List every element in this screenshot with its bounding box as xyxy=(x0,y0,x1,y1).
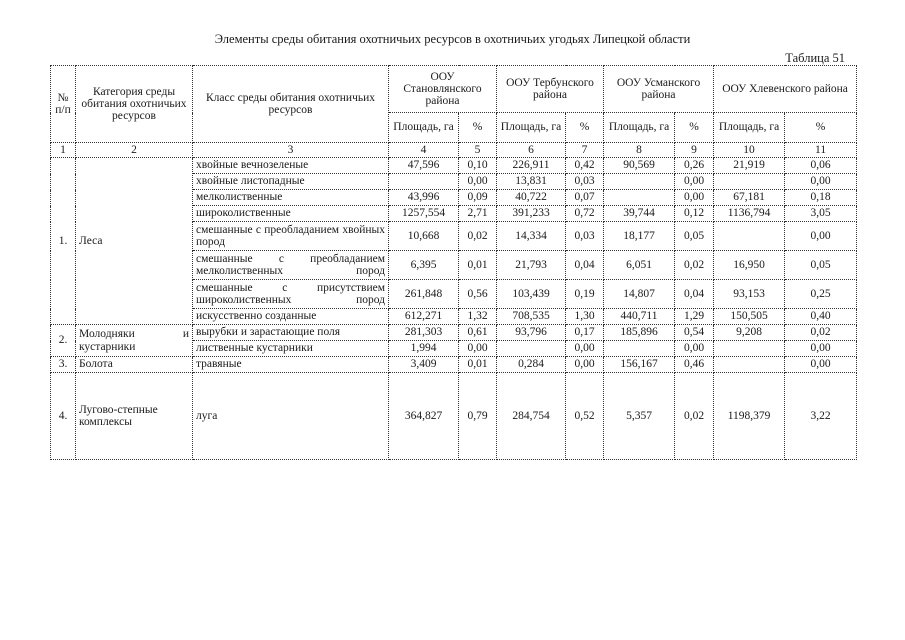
pct-cell: 1,30 xyxy=(566,309,604,325)
area-cell: 281,303 xyxy=(389,325,459,341)
area-cell: 391,233 xyxy=(497,206,566,222)
pct-cell: 0,72 xyxy=(566,206,604,222)
pct-cell: 0,40 xyxy=(785,309,857,325)
pct-cell: 0,56 xyxy=(459,280,497,309)
table-row xyxy=(51,325,857,341)
pct-cell: 0,09 xyxy=(459,190,497,206)
pct-cell: 3,22 xyxy=(785,373,857,460)
header-area: Площадь, га xyxy=(497,113,566,143)
class-cell: хвойные вечнозеленые xyxy=(193,158,389,174)
class-cell: хвойные листопадные xyxy=(193,174,389,190)
habitat-table xyxy=(50,65,857,460)
category-name: Лугово-степные комплексы xyxy=(76,373,193,460)
area-cell: 156,167 xyxy=(604,357,675,373)
pct-cell: 0,52 xyxy=(566,373,604,460)
pct-cell: 0,00 xyxy=(459,174,497,190)
area-cell: 21,793 xyxy=(497,251,566,280)
class-cell: искусственно созданные xyxy=(193,309,389,325)
pct-cell: 0,00 xyxy=(785,174,857,190)
area-cell xyxy=(714,341,785,357)
header-group-khlevensky: ООУ Хлевенского района xyxy=(714,66,857,113)
category-name: Леса xyxy=(76,158,193,325)
pct-cell: 0,18 xyxy=(785,190,857,206)
area-cell: 93,153 xyxy=(714,280,785,309)
area-cell: 1136,794 xyxy=(714,206,785,222)
pct-cell: 0,54 xyxy=(675,325,714,341)
pct-cell: 0,00 xyxy=(675,190,714,206)
pct-cell: 0,00 xyxy=(566,357,604,373)
header-pct: % xyxy=(459,113,497,143)
category-num: 4. xyxy=(51,373,76,460)
pct-cell: 0,06 xyxy=(785,158,857,174)
area-cell: 261,848 xyxy=(389,280,459,309)
class-cell: смешанные с преобладанием мелколиственных пород xyxy=(193,251,389,280)
header-group-stanovlyansky: ООУ Становлянского района xyxy=(389,66,497,113)
header-group-usmansky: ООУ Усманского района xyxy=(604,66,714,113)
area-cell: 612,271 xyxy=(389,309,459,325)
class-cell: мелколиственные xyxy=(193,190,389,206)
category-num: 3. xyxy=(51,357,76,373)
index-cell: 1 xyxy=(51,143,76,158)
area-cell: 16,950 xyxy=(714,251,785,280)
area-cell: 185,896 xyxy=(604,325,675,341)
table-label: Таблица 51 xyxy=(785,51,845,65)
pct-cell: 0,00 xyxy=(785,357,857,373)
area-cell: 47,596 xyxy=(389,158,459,174)
area-cell xyxy=(604,341,675,357)
class-cell: смешанные с присутствием широколиственных пород xyxy=(193,280,389,309)
area-cell: 708,535 xyxy=(497,309,566,325)
pct-cell: 0,00 xyxy=(675,174,714,190)
pct-cell: 1,29 xyxy=(675,309,714,325)
area-cell: 67,181 xyxy=(714,190,785,206)
index-cell: 9 xyxy=(675,143,714,158)
pct-cell: 0,00 xyxy=(785,341,857,357)
index-cell: 8 xyxy=(604,143,675,158)
class-cell: лиственные кустарники xyxy=(193,341,389,357)
area-cell: 21,919 xyxy=(714,158,785,174)
header-group-terbunsky: ООУ Тербунского района xyxy=(497,66,604,113)
pct-cell: 0,04 xyxy=(675,280,714,309)
index-cell: 10 xyxy=(714,143,785,158)
class-cell: вырубки и зарастающие поля xyxy=(193,325,389,341)
area-cell: 440,711 xyxy=(604,309,675,325)
table-row xyxy=(51,373,857,460)
pct-cell: 2,71 xyxy=(459,206,497,222)
pct-cell: 3,05 xyxy=(785,206,857,222)
area-cell: 0,284 xyxy=(497,357,566,373)
category-num: 2. xyxy=(51,325,76,357)
pct-cell: 0,01 xyxy=(459,251,497,280)
index-cell: 7 xyxy=(566,143,604,158)
area-cell xyxy=(714,222,785,251)
header-class: Класс среды обитания охотничьих ресурсов xyxy=(193,66,389,143)
pct-cell: 0,03 xyxy=(566,222,604,251)
area-cell: 103,439 xyxy=(497,280,566,309)
area-cell: 93,796 xyxy=(497,325,566,341)
class-cell: луга xyxy=(193,373,389,460)
area-cell xyxy=(714,357,785,373)
pct-cell: 0,00 xyxy=(675,341,714,357)
document-title: Элементы среды обитания охотничьих ресурсов в охотничьих угодьях Липецкой области xyxy=(214,32,691,46)
area-cell xyxy=(714,174,785,190)
pct-cell: 0,61 xyxy=(459,325,497,341)
index-cell: 5 xyxy=(459,143,497,158)
area-cell: 150,505 xyxy=(714,309,785,325)
pct-cell: 0,02 xyxy=(459,222,497,251)
index-cell: 11 xyxy=(785,143,857,158)
area-cell: 10,668 xyxy=(389,222,459,251)
category-name: Болота xyxy=(76,357,193,373)
class-cell: травяные xyxy=(193,357,389,373)
pct-cell: 0,04 xyxy=(566,251,604,280)
pct-cell: 0,02 xyxy=(785,325,857,341)
area-cell: 3,409 xyxy=(389,357,459,373)
category-name: Молодняки и кустарники xyxy=(76,325,193,357)
pct-cell: 0,12 xyxy=(675,206,714,222)
header-area: Площадь, га xyxy=(389,113,459,143)
header-pct: % xyxy=(785,113,857,143)
pct-cell: 0,03 xyxy=(566,174,604,190)
area-cell: 14,334 xyxy=(497,222,566,251)
index-cell: 6 xyxy=(497,143,566,158)
pct-cell: 1,32 xyxy=(459,309,497,325)
pct-cell: 0,10 xyxy=(459,158,497,174)
class-cell: смешанные с преобладанием хвойных пород xyxy=(193,222,389,251)
pct-cell: 0,07 xyxy=(566,190,604,206)
header-pct: % xyxy=(566,113,604,143)
area-cell xyxy=(604,190,675,206)
pct-cell: 0,00 xyxy=(566,341,604,357)
pct-cell: 0,02 xyxy=(675,373,714,460)
area-cell: 1,994 xyxy=(389,341,459,357)
pct-cell: 0,42 xyxy=(566,158,604,174)
area-cell: 1257,554 xyxy=(389,206,459,222)
pct-cell: 0,00 xyxy=(785,222,857,251)
pct-cell: 0,05 xyxy=(785,251,857,280)
area-cell: 364,827 xyxy=(389,373,459,460)
area-cell: 284,754 xyxy=(497,373,566,460)
pct-cell: 0,00 xyxy=(459,341,497,357)
area-cell: 13,831 xyxy=(497,174,566,190)
area-cell: 6,051 xyxy=(604,251,675,280)
index-cell: 2 xyxy=(76,143,193,158)
header-area: Площадь, га xyxy=(714,113,785,143)
index-cell: 3 xyxy=(193,143,389,158)
header-num: № п/п xyxy=(51,66,76,143)
header-area: Площадь, га xyxy=(604,113,675,143)
table-row xyxy=(51,158,857,174)
class-cell: широколиственные xyxy=(193,206,389,222)
area-cell: 90,569 xyxy=(604,158,675,174)
pct-cell: 0,26 xyxy=(675,158,714,174)
pct-cell: 0,01 xyxy=(459,357,497,373)
header-pct: % xyxy=(675,113,714,143)
pct-cell: 0,25 xyxy=(785,280,857,309)
area-cell: 14,807 xyxy=(604,280,675,309)
area-cell: 226,911 xyxy=(497,158,566,174)
area-cell: 6,395 xyxy=(389,251,459,280)
area-cell: 43,996 xyxy=(389,190,459,206)
pct-cell: 0,19 xyxy=(566,280,604,309)
area-cell: 9,208 xyxy=(714,325,785,341)
pct-cell: 0,79 xyxy=(459,373,497,460)
table-row xyxy=(51,357,857,373)
area-cell xyxy=(604,174,675,190)
area-cell: 18,177 xyxy=(604,222,675,251)
pct-cell: 0,05 xyxy=(675,222,714,251)
pct-cell: 0,02 xyxy=(675,251,714,280)
area-cell xyxy=(497,341,566,357)
header-category: Категория среды обитания охотничьих ресурсов xyxy=(76,66,193,143)
area-cell: 1198,379 xyxy=(714,373,785,460)
area-cell: 5,357 xyxy=(604,373,675,460)
area-cell xyxy=(389,174,459,190)
pct-cell: 0,46 xyxy=(675,357,714,373)
area-cell: 40,722 xyxy=(497,190,566,206)
index-cell: 4 xyxy=(389,143,459,158)
pct-cell: 0,17 xyxy=(566,325,604,341)
category-num: 1. xyxy=(51,158,76,325)
area-cell: 39,744 xyxy=(604,206,675,222)
